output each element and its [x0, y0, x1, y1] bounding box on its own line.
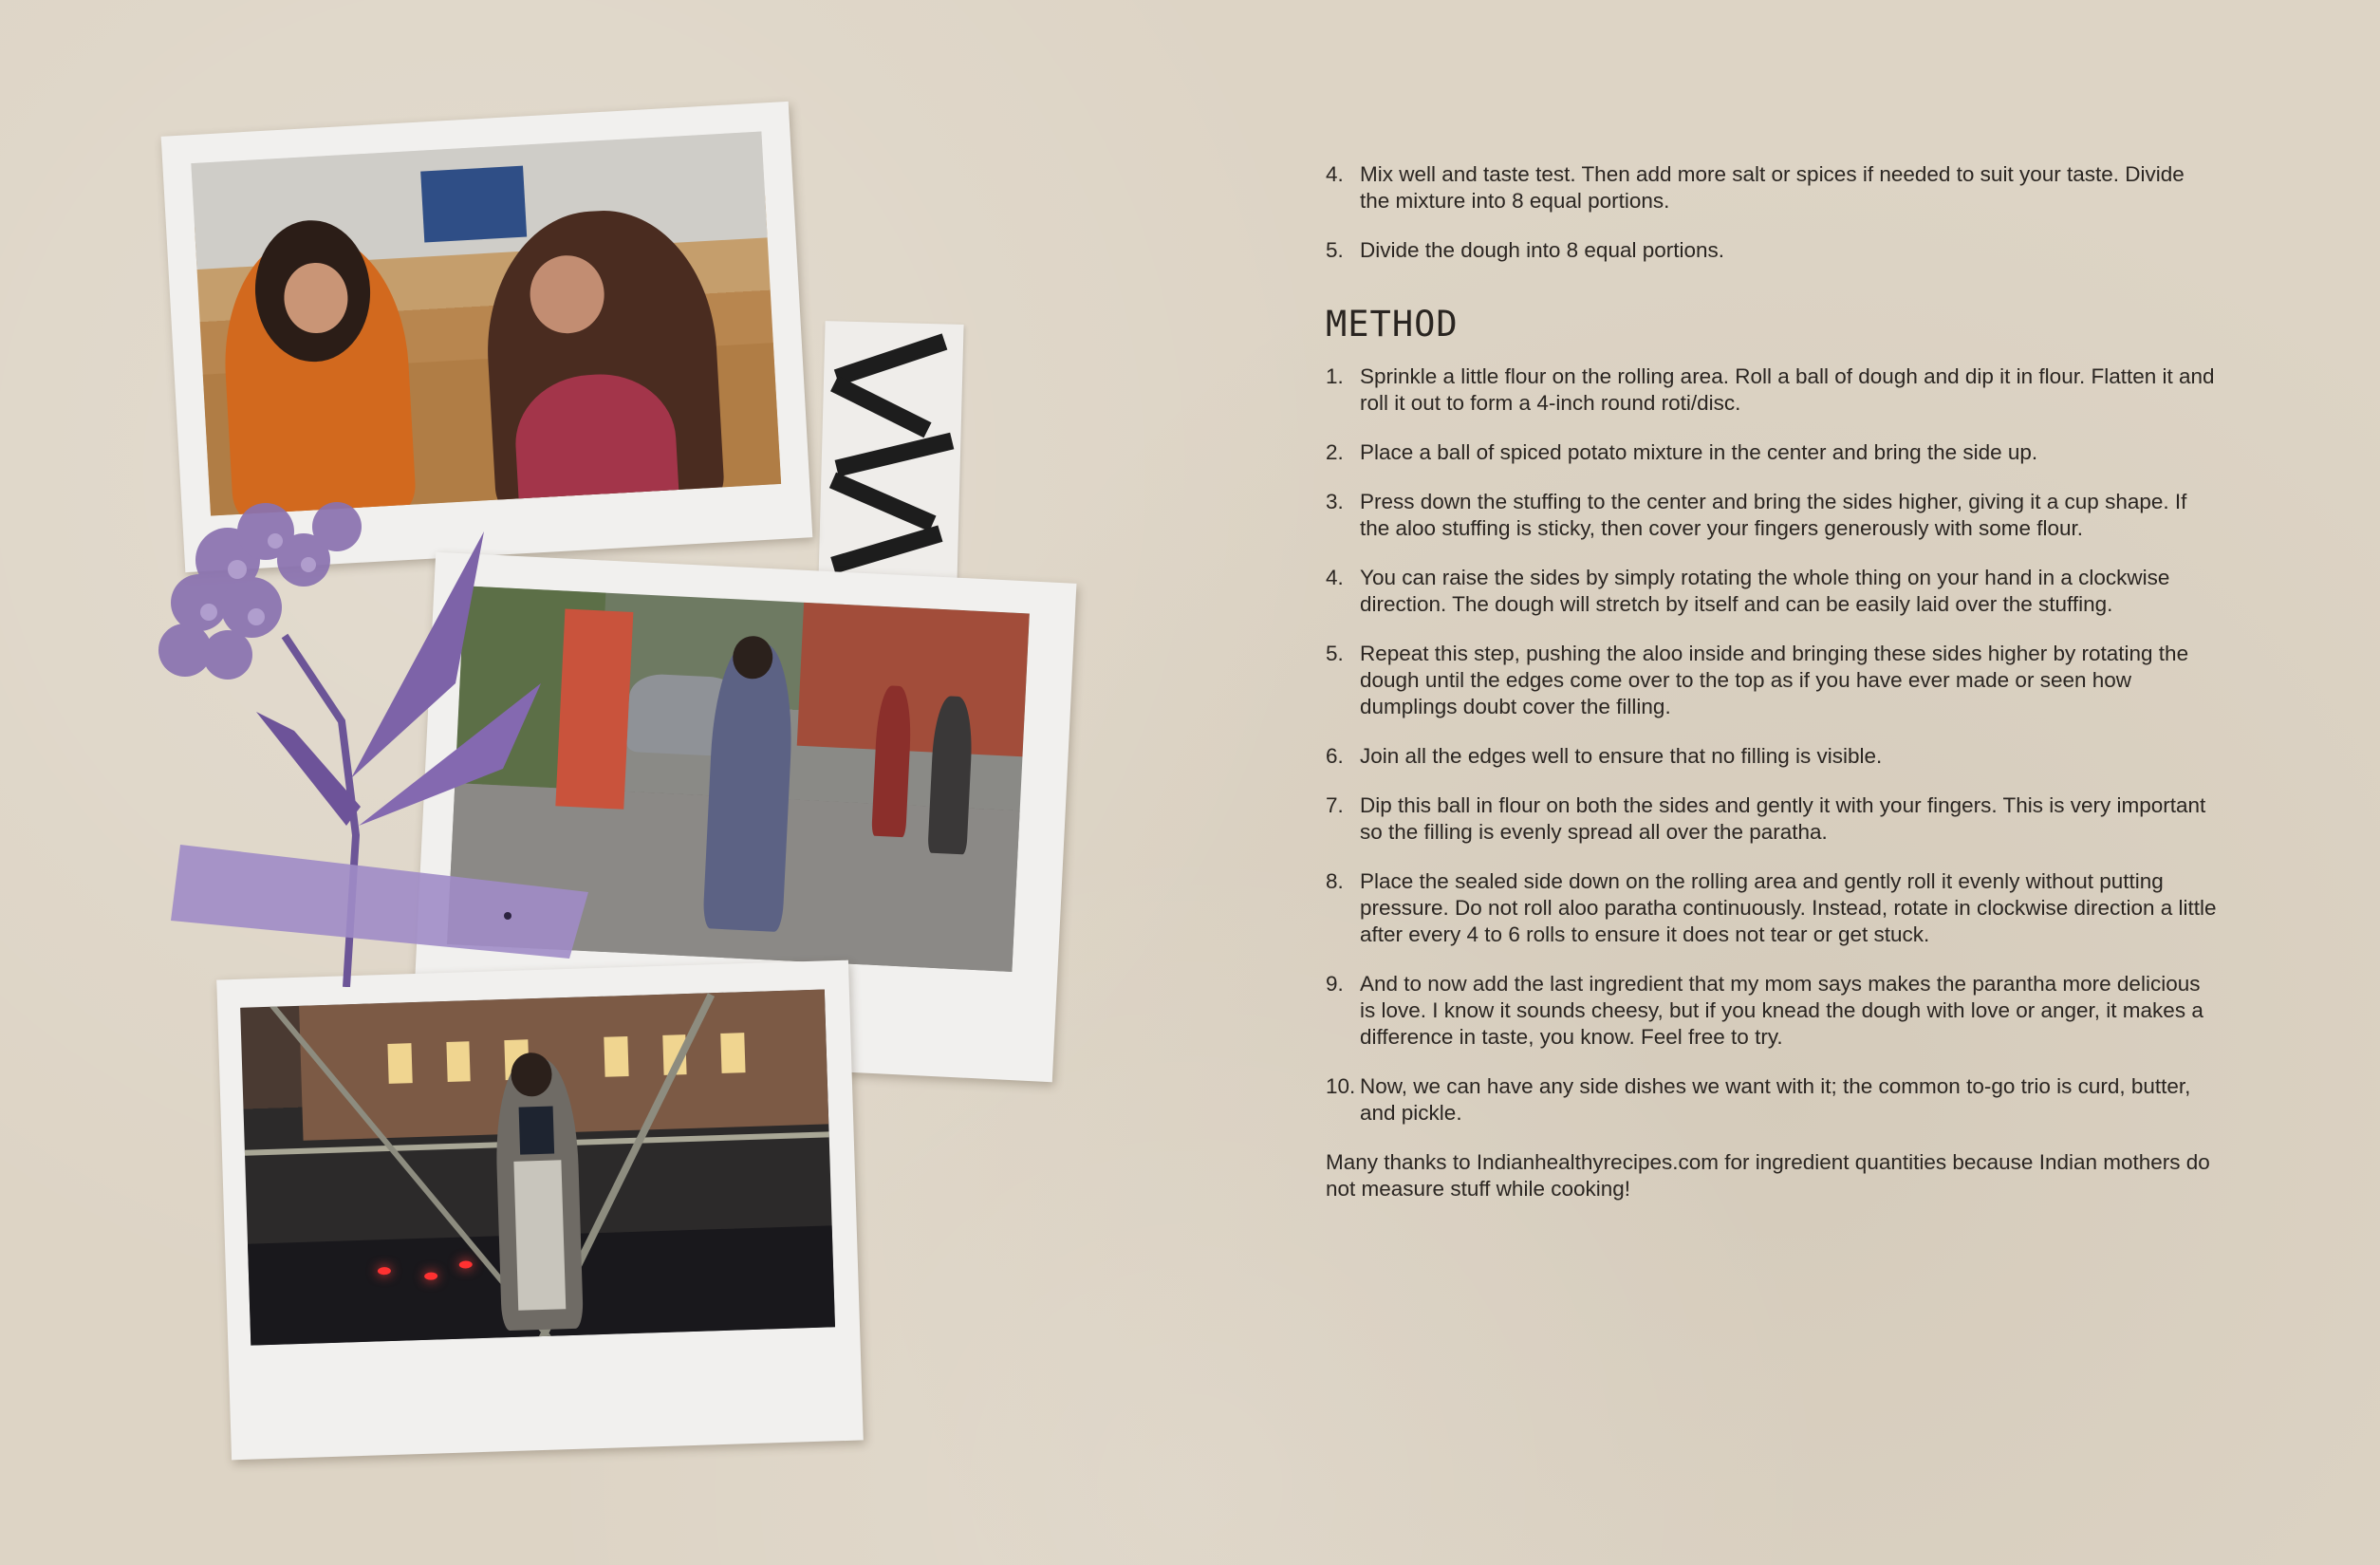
step-number: 8.: [1326, 869, 1344, 893]
step-text: Mix well and taste test. Then add more salt or spices if needed to suit your taste. Divide the mixture into 8 equal portions.: [1360, 162, 2185, 213]
photo-woman-night-city: [240, 989, 835, 1345]
step-number: 2.: [1326, 440, 1344, 464]
step-text: Now, we can have any side dishes we want with it; the common to-go trio is curd, butter, and pickle.: [1360, 1074, 2191, 1125]
step-text: Repeat this step, pushing the aloo inside and bringing these sides higher by rotating the dough until the edges come over to the top as if you have ever made or seen how dumplings doubt cover the filling.: [1360, 642, 2189, 718]
list-item: [1326, 237, 2218, 264]
purple-flower-illustration: [142, 494, 598, 987]
list-item: [1326, 439, 2218, 466]
list-item: [1326, 792, 2218, 846]
list-item: [1326, 971, 2218, 1051]
method-steps-list: [1326, 363, 2218, 1127]
step-number: 5.: [1326, 642, 1344, 665]
step-number: 7.: [1326, 793, 1344, 817]
torn-paper-scrap: [818, 321, 963, 587]
step-number: 1.: [1326, 364, 1344, 388]
step-text: Divide the dough into 8 equal portions.: [1360, 238, 1725, 262]
step-number: 3.: [1326, 490, 1344, 513]
step-number: 4.: [1326, 162, 1344, 186]
step-text: Join all the edges well to ensure that no filling is visible.: [1360, 744, 1883, 768]
thanks-note: Many thanks to Indianhealthyrecipes.com for ingredient quantities because Indian mothers do not measure stuff while cooking!: [1326, 1150, 2210, 1201]
list-item: [1326, 743, 2218, 770]
step-number: 9.: [1326, 972, 1344, 996]
step-text: Place the sealed side down on the rolling area and gently roll it evenly without putting pressure. Do not roll aloo paratha continuously. Instead, rotate in clockwise direction a little after every 4 to 6 rolls to ensure it does not tear or get stuck.: [1360, 869, 2217, 946]
step-number: 5.: [1326, 238, 1344, 262]
list-item: [1326, 489, 2218, 542]
step-text: Press down the stuffing to the center and bring the sides higher, giving it a cup shape. If the aloo stuffing is sticky, then cover your fingers generously with some flour.: [1360, 490, 2187, 540]
step-number: 4.: [1326, 566, 1344, 589]
list-item: [1326, 868, 2218, 948]
list-item: [1326, 363, 2218, 417]
recipe-text-column: [1326, 161, 2218, 1202]
photo-two-friends-selfie: [191, 132, 781, 516]
list-item: [1326, 641, 2218, 720]
step-number: 10.: [1326, 1074, 1356, 1098]
list-item: [1326, 1073, 2218, 1127]
step-text: And to now add the last ingredient that my mom says makes the parantha more delicious is love. I know it sounds cheesy, but if you knead the dough with love or anger, it makes a difference in taste, you know. Feel free to try.: [1360, 972, 2203, 1049]
list-item: [1326, 161, 2218, 214]
step-text: Dip this ball in flour on both the sides and gently it with your fingers. This is very important so the filling is evenly spread all over the paratha.: [1360, 793, 2206, 844]
prep-steps-list: [1326, 161, 2218, 264]
step-text: Place a ball of spiced potato mixture in the center and bring the side up.: [1360, 440, 2038, 464]
step-text: You can raise the sides by simply rotating the whole thing on your hand in a clockwise direction. The dough will stretch by itself and can be easily laid over the stuffing.: [1360, 566, 2170, 616]
method-heading: METHOD: [1326, 304, 1459, 345]
step-text: Sprinkle a little flour on the rolling area. Roll a ball of dough and dip it in flour. Flatten it and roll it out to form a 4-inch round roti/disc.: [1360, 364, 2215, 415]
step-number: 6.: [1326, 744, 1344, 768]
polaroid-photo-night: [216, 960, 864, 1461]
list-item: [1326, 565, 2218, 618]
